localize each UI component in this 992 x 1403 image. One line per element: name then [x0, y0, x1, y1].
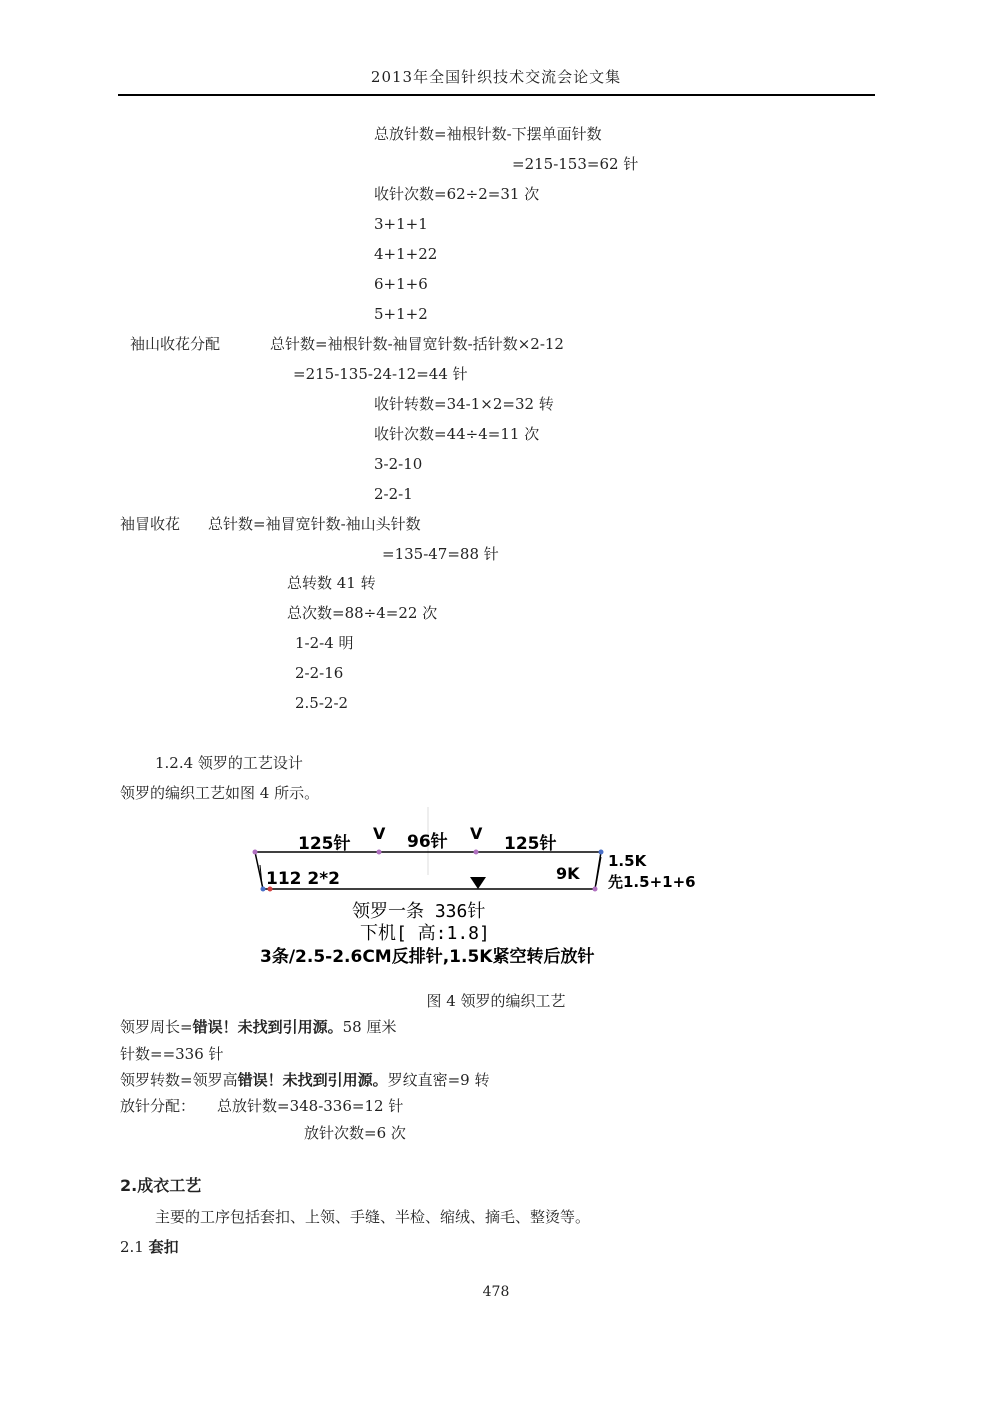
- paragraph: 主要的工序包括套扣、上领、手缝、半检、缩绒、摘毛、整烫等。: [155, 1208, 591, 1226]
- corner-marker: [593, 887, 598, 892]
- text-line: =135-47=88 针: [382, 545, 499, 563]
- center-arrow-icon: [470, 877, 486, 889]
- text-line: 收针次数=62÷2=31 次: [374, 185, 540, 203]
- subsection-heading: [120, 1237, 179, 1257]
- text-line: 5+1+2: [374, 305, 428, 323]
- calc-line: 放针次数=6 次: [304, 1124, 406, 1142]
- left-inner-label: 112 2*2: [266, 869, 340, 889]
- subsection-title: 套扣: [148, 1238, 179, 1256]
- collar-summary: 领罗一条 336针: [352, 901, 486, 922]
- corner-marker: [261, 887, 266, 892]
- subsection-number: 2.1: [120, 1238, 149, 1256]
- calc-line-label: 放针分配：: [120, 1097, 196, 1115]
- text-line-label: 袖山收花分配: [130, 335, 221, 353]
- text-line: 4+1+22: [374, 245, 438, 263]
- text-line: 收针次数=44÷4=11 次: [374, 425, 540, 443]
- text-line: =215-135-24-12=44 针: [293, 365, 468, 383]
- page-number: 478: [482, 1284, 510, 1300]
- text-line: 3+1+1: [374, 215, 428, 233]
- text-line: 2-2-16: [295, 664, 344, 682]
- text-line: 领罗的编织工艺如图 4 所示。: [120, 784, 320, 802]
- mid-marker: [474, 850, 479, 855]
- text-line: 总针数=袖冒宽针数-袖山头针数: [208, 515, 421, 533]
- header-rule: [118, 94, 875, 96]
- calc-line: [120, 1017, 396, 1037]
- top-right-count: 125针: [504, 834, 557, 854]
- text-line: 总转数 41 转: [287, 574, 376, 592]
- calc-text: 领罗转数=领罗高: [120, 1071, 238, 1089]
- calc-text: 58 厘米: [342, 1018, 397, 1036]
- section-heading: 2.成衣工艺: [120, 1176, 202, 1195]
- text-line: 总放针数=袖根针数-下摆单面针数: [374, 125, 602, 143]
- corner-marker: [599, 850, 604, 855]
- subsection-heading: 1.2.4 领罗的工艺设计: [155, 754, 303, 772]
- text-line: 2-2-1: [374, 485, 413, 503]
- top-left-count: 125针: [298, 834, 351, 854]
- right-inner-label: 9K: [556, 864, 580, 883]
- text-line: 2.5-2-2: [295, 694, 349, 712]
- calc-text: 领罗周长=: [120, 1018, 193, 1036]
- text-line-label: 袖冒收花: [120, 515, 181, 533]
- corner-marker: [253, 850, 258, 855]
- top-mid-count: 96针: [407, 832, 448, 852]
- right-edge-mark: [596, 857, 601, 885]
- knitting-instruction: 3条/2.5-2.6CM反排针,1.5K紧空转后放针: [260, 947, 595, 967]
- text-line: 总次数=88÷4=22 次: [287, 604, 438, 622]
- v-mark: V: [373, 824, 386, 843]
- running-header: 2013年全国针织技术交流会论文集: [370, 68, 622, 86]
- figure-caption: 图 4 领罗的编织工艺: [426, 992, 566, 1010]
- v-mark: V: [470, 824, 483, 843]
- calc-line: [120, 1070, 489, 1090]
- field-error-text: 错误！未找到引用源。: [237, 1071, 388, 1089]
- right-outer-label-2: 先1.5+1+6: [608, 873, 696, 891]
- off-machine-height: 下机[ 高:1.8]: [360, 923, 490, 944]
- text-line: 收针转数=34-1×2=32 转: [374, 395, 554, 413]
- calc-line: 总放针数=348-336=12 针: [217, 1097, 404, 1115]
- field-error-text: 错误！未找到引用源。: [192, 1018, 343, 1036]
- text-line: 3-2-10: [374, 455, 423, 473]
- mid-marker: [377, 850, 382, 855]
- collar-knitting-figure: [240, 805, 750, 975]
- calc-text: 罗纹直密=9 转: [387, 1071, 490, 1089]
- text-line: =215-153=62 针: [512, 155, 639, 173]
- text-line: 1-2-4 明: [295, 634, 354, 652]
- right-outer-label-1: 1.5K: [608, 852, 647, 870]
- calc-line: 针数==336 针: [120, 1045, 224, 1063]
- text-line: 6+1+6: [374, 275, 428, 293]
- text-line: 总针数=袖根针数-袖冒宽针数-括针数×2-12: [270, 335, 564, 353]
